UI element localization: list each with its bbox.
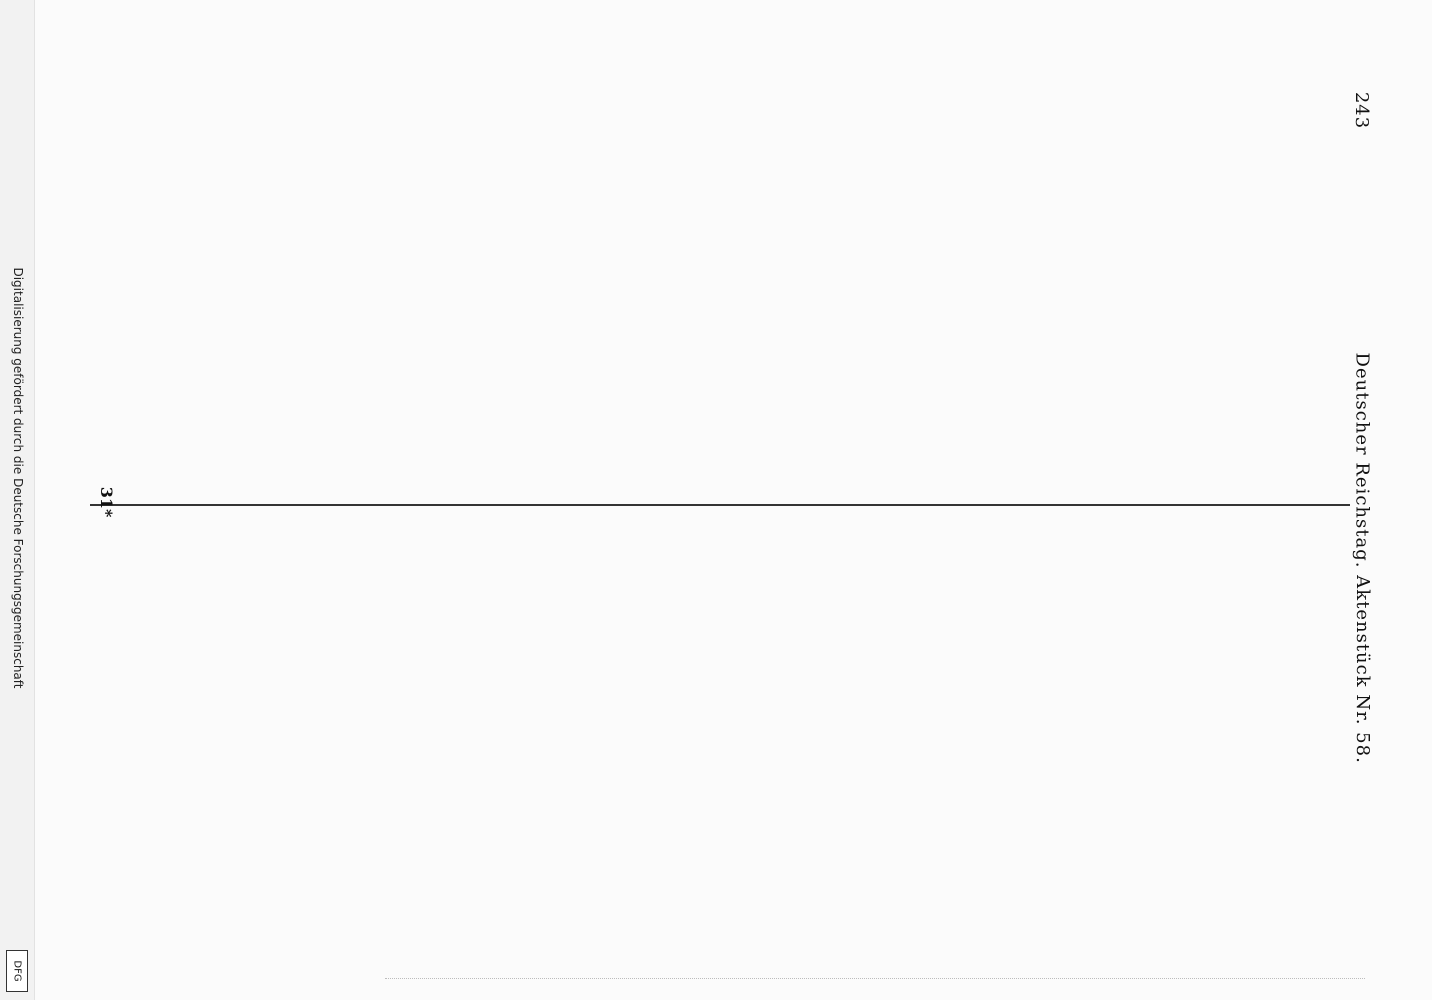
scan-artifact-dots (385, 978, 1365, 991)
dfg-logo (6, 950, 28, 992)
footer-mark: 31* (97, 486, 117, 518)
paragraph (100, 716, 1340, 820)
dfg-logo-text: DFG (12, 960, 24, 982)
paragraph (100, 108, 1340, 160)
page-number: 243 (1351, 91, 1373, 130)
bottom-column (90, 518, 1350, 970)
paragraph (100, 316, 1340, 402)
paragraph (100, 52, 1340, 104)
paragraph (100, 166, 1340, 236)
issue-label: Aktenstück Nr. 58. (1351, 575, 1373, 764)
paragraph (100, 824, 1340, 928)
paragraph (100, 622, 1340, 710)
scan-left-margin (0, 0, 35, 1000)
document-body (90, 40, 1350, 970)
scan-credit-text: Digitalisierung gefördert durch die Deutsche Forschungsgemeinschaft (11, 267, 25, 689)
paragraph (100, 530, 1340, 618)
top-column (90, 40, 1350, 492)
column-divider (90, 504, 1350, 506)
paragraph (100, 406, 1340, 492)
running-title: Deutscher Reichstag. (1351, 352, 1373, 568)
paragraph (100, 240, 1340, 310)
